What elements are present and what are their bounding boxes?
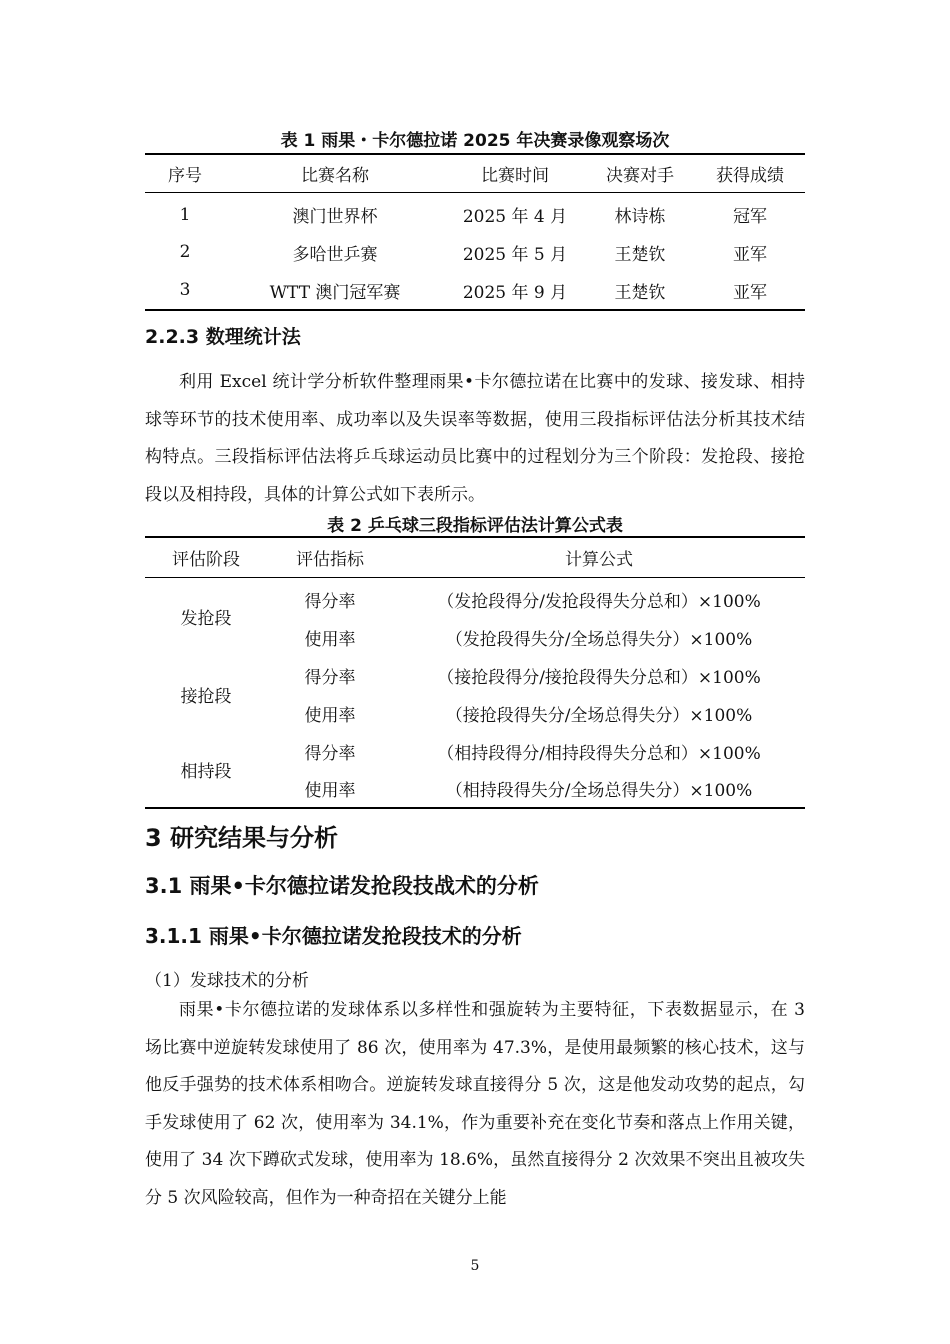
table2-header: 评估阶段 [172,549,240,570]
table1-header: 序号 [168,165,202,186]
paragraph-text: 利用 Excel 统计学分析软件整理雨果•卡尔德拉诺在比赛中的发球、接发球、相持球等环节的技术使用率、成功率以及失误率等数据，使用三段指标评估法分析其技术结构特点。三段指标评估法将乒乓球运动员比赛中的过程划分为三个阶段：发抢段、接抢段以及相持段，具体的计算公式如下表所示。 [145,372,805,505]
stage-cell: 发抢段 [180,609,232,630]
formula-cell: （接抢段得分/接抢段得失分总和）×100% [437,667,761,688]
formula-cell: （接抢段得失分/全场总得失分）×100% [445,705,753,726]
section-paragraph [145,992,805,1217]
section-paragraph [145,364,805,514]
table-row [145,271,805,310]
table1-header: 获得成绩 [716,165,784,186]
table2 [145,536,805,809]
indicator-cell: 使用率 [304,629,356,650]
table-cell: 亚军 [733,282,767,303]
subheading: （1）发球技术的分析 [145,971,309,991]
chapter-heading: 3 研究结果与分析 [145,824,339,852]
table-cell: 王楚钦 [614,244,666,265]
table-cell: 林诗栋 [614,207,666,228]
page-number: 5 [470,1258,480,1274]
table-cell: 2025 年 5 月 [462,244,568,265]
table-row [145,233,805,271]
stage-cell: 接抢段 [180,686,232,707]
table-cell: 2025 年 4 月 [462,207,568,228]
formula-cell: （相持段得失分/全场总得失分）×100% [445,781,753,801]
table-row [145,577,805,618]
table-row [145,732,805,770]
table-cell: 2025 年 9 月 [462,282,568,303]
indicator-cell: 得分率 [304,667,356,688]
table-cell: 2 [179,242,191,262]
paragraph-text: 雨果•卡尔德拉诺的发球体系以多样性和强旋转为主要特征，下表数据显示，在 3 场比赛中逆旋转发球使用了 86 次，使用率为 47.3%，是使用最频繁的核心技术，这与他反手强势的技术体系相吻合。逆旋转发球直接得分 5 次，这是他发动攻势的起点，勾手发球使用了 62 次，使用率为 34.1%，作为重要补充在变化节奏和落点上作用关键，使用了 34 次下蹲砍式发球，使用率为 18.6%，虽然直接得分 2 次效果不突出且被攻失分 5 次风险较高，但作为一种奇招在关键分上能 [145,1000,805,1208]
table-cell: 澳门世界杯 [292,207,378,228]
section-heading: 2.2.3 数理统计法 [145,326,301,348]
indicator-cell: 得分率 [304,592,356,613]
formula-cell: （发抢段得分/发抢段得失分总和）×100% [437,592,761,613]
table2-caption: 表 2 乒乓球三段指标评估法计算公式表 [327,516,623,536]
table-cell: 3 [179,280,191,300]
table2-header-row [145,537,805,577]
table-cell: 冠军 [733,207,767,228]
formula-cell: （发抢段得失分/全场总得失分）×100% [445,629,753,650]
indicator-cell: 使用率 [304,781,356,801]
subsection-heading: 3.1.1 雨果•卡尔德拉诺发抢段技术的分析 [145,924,522,948]
table-row [145,656,805,694]
formula-cell: （相持段得分/相持段得失分总和）×100% [437,743,761,764]
table1 [145,153,805,311]
table-cell: 1 [179,204,191,225]
table-cell: 多哈世乒赛 [292,244,378,265]
table-row [145,192,805,233]
table-cell: WTT 澳门冠军赛 [269,282,401,303]
stage-cell: 相持段 [180,762,232,782]
indicator-cell: 得分率 [304,743,356,764]
table1-header: 决赛对手 [606,165,674,186]
table2-header: 评估指标 [296,549,364,570]
indicator-cell: 使用率 [304,705,356,726]
table-cell: 王楚钦 [614,282,666,303]
section-heading: 3.1 雨果•卡尔德拉诺发抢段技战术的分析 [145,874,539,898]
table1-header: 比赛名称 [301,165,369,186]
table2-header: 计算公式 [565,549,633,570]
table-cell: 亚军 [733,244,767,265]
table1-header: 比赛时间 [481,165,549,186]
table1-caption: 表 1 雨果・卡尔德拉诺 2025 年决赛录像观察场次 [280,131,670,151]
table1-header-row [145,154,805,192]
